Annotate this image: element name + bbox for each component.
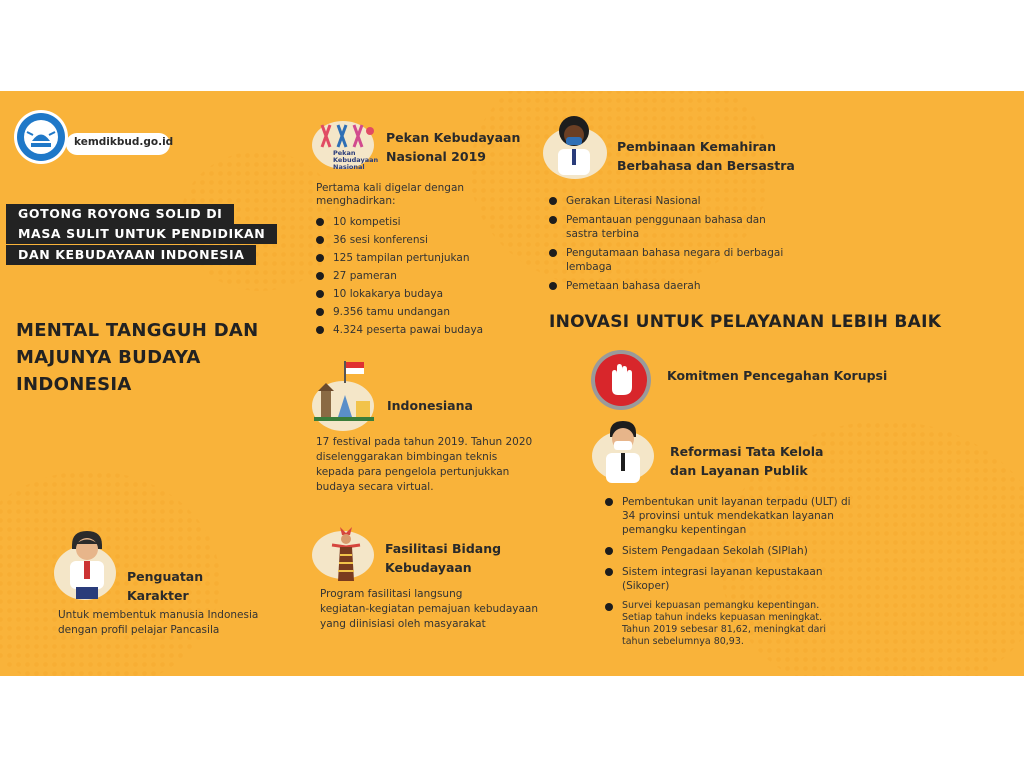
komitmen-title: Komitmen Pencegahan Korupsi [667,368,888,383]
main-title: MENTAL TANGGUH DAN MAJUNYA BUDAYA INDONESIA [16,320,259,395]
officer-icon [598,419,648,491]
penguatan-title: Penguatan Karakter [127,569,204,603]
inovasi-title: INOVASI UNTUK PELAYANAN LEBIH BAIK [549,312,942,332]
list-item: 9.356 tamu undangan [316,305,483,319]
infographic-panel [0,91,1024,676]
student-icon [62,529,112,605]
fasilitasi-desc: Program fasilitasi langsung kegiatan-kegiatan pemajuan kebudayaan yang diinisiasi oleh masyarakat [320,588,539,630]
pkn-title: Pekan Kebudayaan Nasional 2019 [386,130,521,164]
list-item: Pemetaan bahasa daerah [549,279,783,293]
list-item: Pemantauan penggunaan bahasa dan sastra terbina [549,213,783,241]
penguatan-desc: Untuk membentuk manusia Indonesia dengan profil pelajar Pancasila [58,609,259,636]
headline-line: DAN KEBUDAYAAN INDONESIA [6,245,256,265]
reformasi-list [605,495,851,648]
pkn-logo-text: Pekan Kebudayaan Nasional [333,149,379,171]
pembinaan-list [549,194,783,293]
list-item: 4.324 peserta pawai budaya [316,323,483,337]
list-item: 125 tampilan pertunjukan [316,251,483,265]
list-item: 36 sesi konferensi [316,233,483,247]
dancer-icon [328,525,364,587]
indonesiana-title: Indonesiana [387,398,473,413]
indonesiana-desc: 17 festival pada tahun 2019. Tahun 2020 diselenggarakan bimbingan teknis kepada para pengelola pertunjukkan budaya secara virtual. [316,436,533,493]
stop-hand-icon [590,349,652,415]
site-url: kemdikbud.go.id [74,136,174,148]
fasilitasi-title: Fasilitasi Bidang Kebudayaan [385,541,502,575]
list-item: Survei kepuasan pemangku kepentingan. Setiap tahun indeks kepuasan meningkat. Tahun 2019 sebesar 81,62, meningkat dari tahun sebelumnya 80,93. [605,600,851,648]
headline-line: MASA SULIT UNTUK PENDIDIKAN [6,224,277,244]
list-item: Gerakan Literasi Nasional [549,194,783,208]
pkn-intro: Pertama kali digelar dengan menghadirkan: [316,182,465,207]
tut-wuri-emblem-icon [14,110,68,164]
list-item: Sistem Pengadaan Sekolah (SIPlah) [605,544,851,558]
list-item: Sistem integrasi layanan kepustakaan (Sikoper) [605,565,851,593]
indonesiana-landmark-icon [312,361,378,435]
reformasi-title: Reformasi Tata Kelola dan Layanan Publik [670,444,824,478]
list-item: Pengutamaan bahasa negara di berbagai lembaga [549,246,783,274]
headline-line: GOTONG ROYONG SOLID DI [6,204,234,224]
masked-person-icon [550,113,598,181]
list-item: 10 lokakarya budaya [316,287,483,301]
list-item: 27 pameran [316,269,483,283]
list-item: Pembentukan unit layanan terpadu (ULT) di 34 provinsi untuk mendekatkan layanan pemangku kepentingan [605,495,851,537]
pembinaan-title: Pembinaan Kemahiran Berbahasa dan Bersastra [617,139,795,173]
list-item: 10 kompetisi [316,215,483,229]
pkn-list [316,215,483,337]
